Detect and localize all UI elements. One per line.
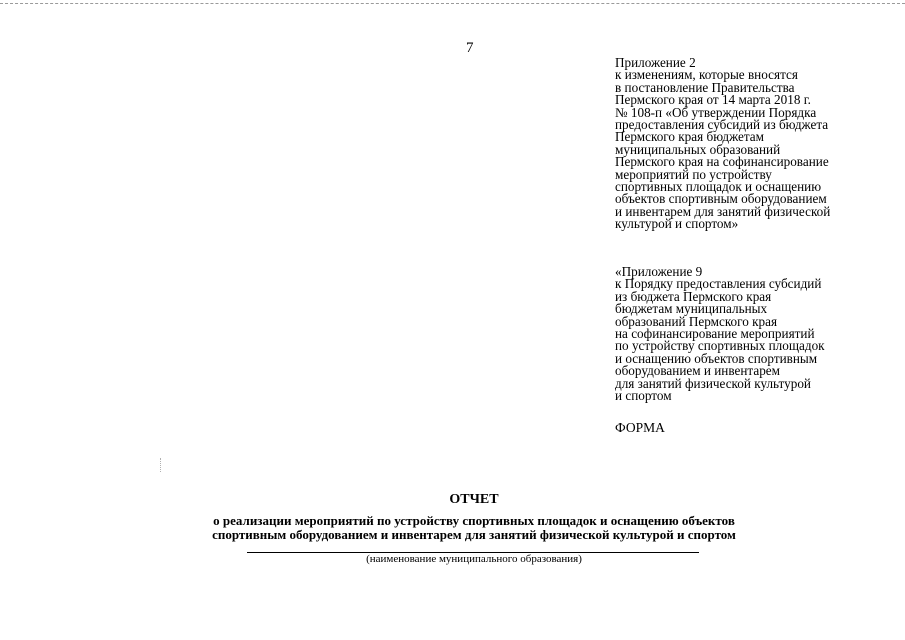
appendix-2-line: объектов спортивным оборудованием bbox=[615, 191, 827, 207]
report-title: ОТЧЕТ bbox=[449, 492, 499, 507]
appendix-2-line: и инвентарем для занятий физической bbox=[615, 203, 831, 219]
appendix-2-line: к изменениям, которые вносятся bbox=[615, 67, 798, 83]
appendix-2-line: муниципальных образований bbox=[615, 141, 781, 157]
appendix-2-line: Приложение 2 bbox=[615, 55, 696, 70]
report-subtitle-line: о реализации мероприятий по устройству спортивных площадок и оснащению объектов bbox=[213, 513, 735, 528]
appendix-9-line: «Приложение 9 bbox=[615, 264, 703, 279]
appendix-9-line: и оснащению объектов спортивным bbox=[615, 350, 818, 366]
appendix-9-line: бюджетам муниципальных bbox=[615, 301, 768, 317]
appendix-2-header bbox=[615, 57, 895, 231]
appendix-2-line: Пермского края на софинансирование bbox=[615, 154, 829, 170]
scan-top-edge bbox=[0, 3, 905, 4]
scan-artifact-mark bbox=[160, 458, 164, 472]
municipality-name-caption: (наименование муниципального образования) bbox=[366, 553, 582, 565]
appendix-2-line: Пермского края бюджетам bbox=[615, 129, 765, 145]
report-subtitle bbox=[0, 514, 905, 541]
report-subtitle-line: спортивным оборудованием и инвентарем для занятий физической культурой и спортом bbox=[212, 526, 736, 542]
appendix-2-line: предоставления субсидий из бюджета bbox=[615, 117, 829, 133]
appendix-9-line: по устройству спортивных площадок bbox=[615, 338, 825, 354]
appendix-2-line: № 108-п «Об утверждении Порядка bbox=[615, 104, 817, 120]
appendix-9-line: оборудованием и инвентарем bbox=[615, 363, 780, 379]
form-label: ФОРМА bbox=[615, 420, 665, 435]
page-number: 7 bbox=[466, 40, 474, 56]
appendix-2-line: мероприятий по устройству bbox=[615, 166, 772, 182]
appendix-9-header bbox=[615, 266, 895, 402]
appendix-9-line: образований Пермского края bbox=[615, 313, 778, 329]
appendix-9-line: из бюджета Пермского края bbox=[615, 288, 772, 304]
appendix-9-line: для занятий физической культурой bbox=[615, 375, 811, 391]
appendix-2-line: спортивных площадок и оснащению bbox=[615, 179, 822, 195]
appendix-2-line: в постановление Правительства bbox=[615, 79, 795, 95]
appendix-2-line: культурой и спортом» bbox=[615, 216, 739, 232]
appendix-9-line: к Порядку предоставления субсидий bbox=[615, 276, 822, 292]
appendix-9-line: и спортом bbox=[615, 388, 672, 404]
appendix-2-line: Пермского края от 14 марта 2018 г. bbox=[615, 92, 811, 108]
appendix-9-line: на софинансирование мероприятий bbox=[615, 326, 815, 342]
